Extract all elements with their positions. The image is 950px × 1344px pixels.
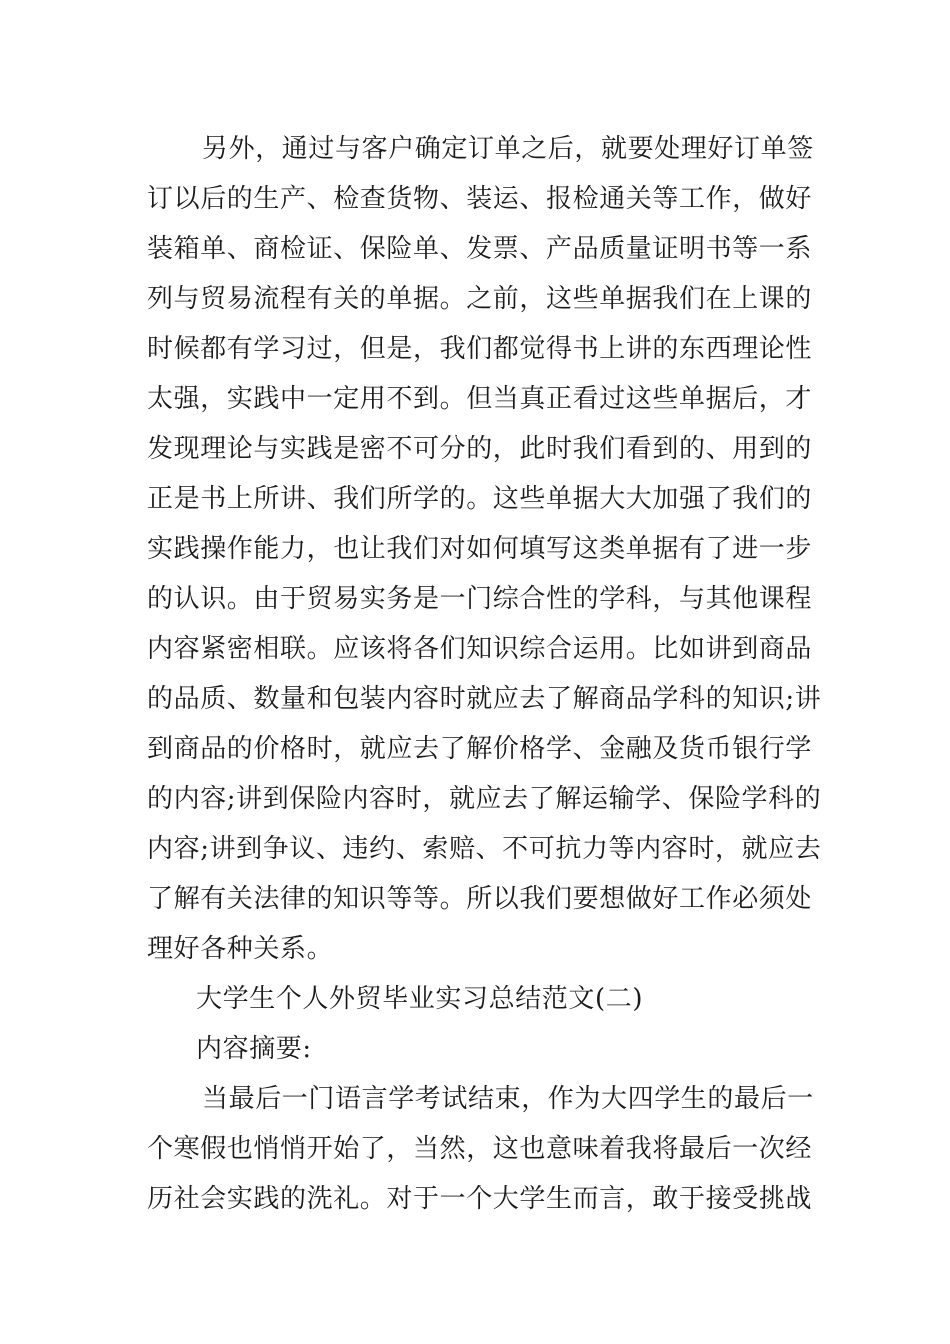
paragraph1-line-17: 理好各种关系。 bbox=[147, 934, 334, 964]
paragraph1-line-4: 列与贸易流程有关的单据。之前，这些单据我们在上课的 bbox=[147, 284, 813, 314]
paragraph1-line-16: 了解有关法律的知识等等。所以我们要想做好工作必须处 bbox=[147, 884, 813, 914]
summary-label: 内容摘要: bbox=[196, 1034, 312, 1064]
paragraph1-line-2: 订以后的生产、检查货物、装运、报检通关等工作，做好 bbox=[147, 184, 813, 214]
paragraph1-line-13: 到商品的价格时，就应去了解价格学、金融及货币银行学 bbox=[147, 734, 813, 764]
paragraph1-line-10: 的认识。由于贸易实务是一门综合性的学科，与其他课程 bbox=[147, 584, 813, 614]
section-title: 大学生个人外贸毕业实习总结范文(二) bbox=[196, 984, 644, 1014]
paragraph1-line-8: 正是书上所讲、我们所学的。这些单据大大加强了我们的 bbox=[147, 484, 813, 514]
paragraph2-line-2: 个寒假也悄悄开始了，当然，这也意味着我将最后一次经 bbox=[147, 1134, 813, 1164]
paragraph1-line-12: 的品质、数量和包装内容时就应去了解商品学科的知识;讲 bbox=[147, 684, 822, 714]
paragraph1-line-5: 时候都有学习过，但是，我们都觉得书上讲的东西理论性 bbox=[147, 334, 813, 364]
paragraph1-line-7: 发现理论与实践是密不可分的，此时我们看到的、用到的 bbox=[147, 434, 813, 464]
paragraph1-line-9: 实践操作能力，也让我们对如何填写这类单据有了进一步 bbox=[147, 534, 813, 564]
paragraph1-line-3: 装箱单、商检证、保险单、发票、产品质量证明书等一系 bbox=[147, 234, 813, 264]
paragraph2-line-3: 历社会实践的洗礼。对于一个大学生而言，敢于接受挑战 bbox=[147, 1184, 813, 1214]
paragraph1-line-15: 内容;讲到争议、违约、索赔、不可抗力等内容时，就应去 bbox=[147, 834, 822, 864]
paragraph1-line-1: 另外，通过与客户确定订单之后，就要处理好订单签 bbox=[202, 134, 814, 164]
paragraph1-line-11: 内容紧密相联。应该将各们知识综合运用。比如讲到商品 bbox=[147, 634, 813, 664]
paragraph1-line-6: 太强，实践中一定用不到。但当真正看过这些单据后，才 bbox=[147, 384, 813, 414]
paragraph1-line-14: 的内容;讲到保险内容时，就应去了解运输学、保险学科的 bbox=[147, 784, 822, 814]
paragraph2-line-1: 当最后一门语言学考试结束，作为大四学生的最后一 bbox=[202, 1084, 814, 1114]
